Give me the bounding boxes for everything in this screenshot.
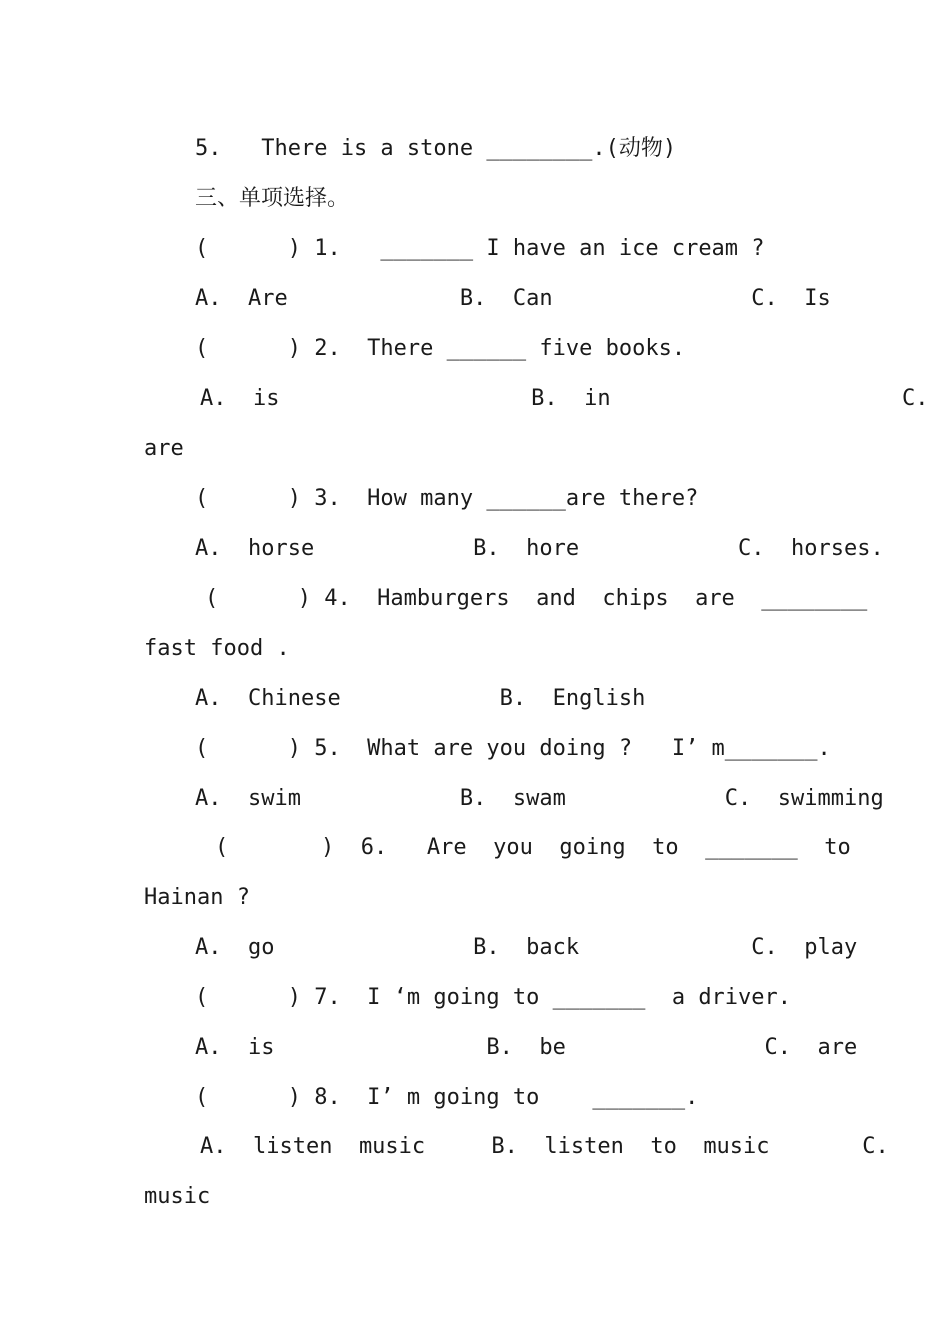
question-1-options: A. Are B. Can C. Is — [195, 286, 831, 311]
question-6-wrap: Hainan ? — [144, 885, 250, 910]
question-2-options-wrap: are — [144, 436, 184, 461]
question-7-options: A. is B. be C. are — [195, 1035, 858, 1060]
question-6-options: A. go B. back C. play — [195, 935, 858, 960]
question-8-options-wrap: music — [144, 1184, 211, 1209]
question-3: ( ) 3. How many ______are there? — [195, 486, 699, 511]
section-heading-single-choice: 三、单项选择。 — [195, 186, 350, 211]
question-5-options: A. swim B. swam C. swimming — [195, 786, 884, 811]
question-8: ( ) 8. I’ m going to _______. — [195, 1085, 699, 1110]
fill-blank-item-5: 5. There is a stone ________.(动物) — [195, 136, 677, 161]
question-1: ( ) 1. _______ I have an ice cream ? — [195, 236, 765, 261]
question-4: ( ) 4. Hamburgers and chips are ________ — [205, 586, 868, 611]
question-5: ( ) 5. What are you doing ? I’ m_______. — [195, 736, 831, 761]
question-2: ( ) 2. There ______ five books. — [195, 336, 686, 361]
question-8-options: A. listen music B. listen to music C. — [200, 1134, 889, 1159]
question-6: ( ) 6. Are you going to _______ to — [215, 835, 851, 860]
question-4-options: A. Chinese B. English — [195, 686, 646, 711]
question-3-options: A. horse B. hore C. horses. — [195, 536, 884, 561]
question-4-wrap: fast food . — [144, 636, 290, 661]
question-2-options: A. is B. in C. — [200, 386, 929, 411]
question-7: ( ) 7. I ‘m going to _______ a driver. — [195, 985, 792, 1010]
